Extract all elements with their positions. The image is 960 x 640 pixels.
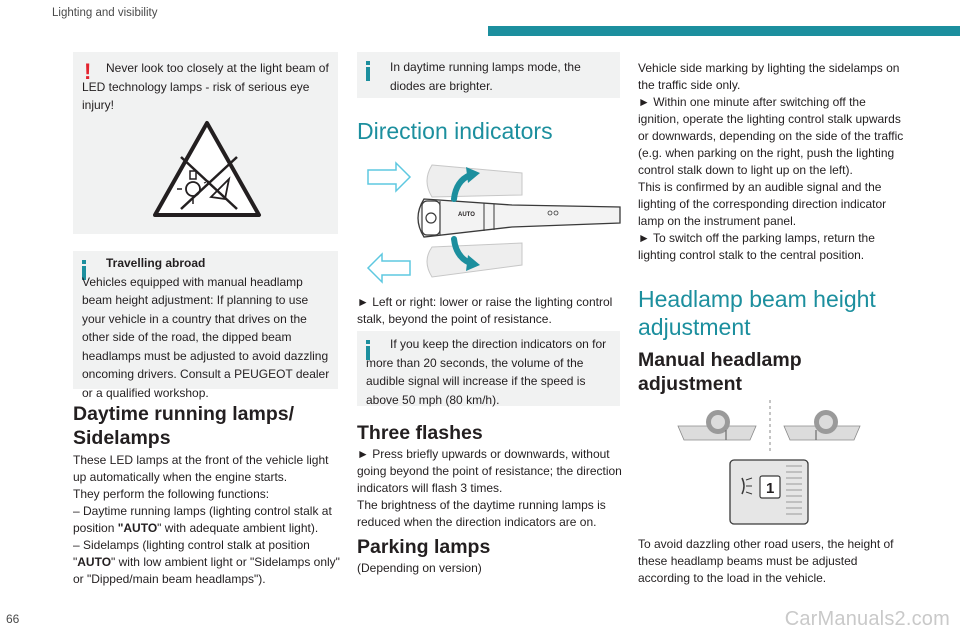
do-not-look-at-light-icon (151, 119, 263, 221)
three-flashes-body (357, 446, 622, 531)
right-outline-arrow-icon (368, 163, 410, 191)
parking-paragraph-2: ► Within one minute after switching off the ignition, operate the lighting control stalk upwards or downwards, depending on the side of the traffic (e.g. when parking on the right, push the lighting control stalk down to light up on the left). (638, 95, 904, 177)
three-flashes-paragraph-2: The brightness of the daytime running lamps is reduced when the direction indicators are on. (357, 498, 606, 529)
exclamation-warning-icon: ! (84, 59, 92, 84)
parking-lamps-body (638, 60, 910, 264)
travelling-abroad-title: Travelling abroad (106, 256, 206, 270)
manual-adjustment-heading: Manual headlamp adjustment (638, 349, 802, 395)
volume-note-text: If you keep the direction indicators on for more than 20 seconds, the volume of the audible signal will increase if the speed is above 50 mph (80 km/h). (366, 337, 607, 407)
stalk-auto-label: AUTO (458, 212, 475, 218)
direction-indicators-text: ► Left or right: lower or raise the lighting control stalk, beyond the point of resistance. (357, 295, 613, 326)
left-outline-arrow-icon (368, 254, 410, 282)
travelling-abroad-text: Vehicles equipped with manual headlamp beam height adjustment: If planning to use your vehicle in a country that drives on the other side of the road, the dipped beam headlamps must be adjusted to avoid dazzling oncoming drivers. Consult a PEUGEOT dealer or a qualified workshop. (82, 274, 330, 400)
parking-lamps-heading: Parking lamps (357, 536, 491, 558)
warning-note-text: Never look too closely at the light beam of LED technology lamps - risk of serious eye injury! (82, 61, 329, 112)
manual-adjustment-text: To avoid dazzling other road users, the height of these headlamp beams must be adjusted according to the load in the vehicle. (638, 537, 894, 585)
three-flashes-heading: Three flashes (357, 422, 483, 444)
adjust-wheel-value: 1 (766, 480, 775, 497)
parking-paragraph-4: ► To switch off the parking lamps, return the lighting control stalk to the central position. (638, 231, 875, 262)
parking-lamps-subtitle: (Depending on version) (357, 561, 482, 575)
parking-paragraph-3: This is confirmed by an audible signal and the lighting of the corresponding direction indicator lamp on the instrument panel. (638, 180, 887, 228)
drl-list-item-2: – Sidelamps (lighting control stalk at position "AUTO" with low ambient light or "Sidelamps only" or "Dipped/main beam headlamps"). (73, 538, 340, 586)
daytime-running-lamps-heading: Daytime running lamps/ Sidelamps (73, 403, 295, 449)
drl-brightness-text: In daytime running lamps mode, the diodes are brighter. (390, 60, 581, 93)
parking-paragraph-1: Vehicle side marking by lighting the sidelamps on the traffic side only. (638, 61, 900, 92)
warning-note (73, 52, 338, 234)
headlamp-beam-heading: Headlamp beam height adjustment (638, 286, 876, 340)
travelling-abroad-note (73, 251, 338, 400)
drl-list-item-1: – Daytime running lamps (lighting control stalk at position "AUTO" with adequate ambient light). (73, 504, 332, 535)
volume-note (357, 331, 620, 406)
info-icon (366, 61, 370, 81)
three-flashes-paragraph-1: ► Press briefly upwards or downwards, without going beyond the point of resistance; the direction indicators will flash 3 times. (357, 447, 622, 495)
watermark: CarManuals2.com (784, 608, 950, 630)
lighting-stalk-diagram (362, 155, 622, 285)
drl-paragraph-1: These LED lamps at the front of the vehicle light up automatically when the engine starts. (73, 453, 329, 484)
daytime-running-lamps-body (73, 452, 341, 588)
drl-brightness-note (357, 52, 620, 98)
section-title: Lighting and visibility (52, 7, 158, 19)
drl-paragraph-2: They perform the following functions: (73, 487, 270, 501)
header-accent-bar (488, 26, 960, 36)
page-number: 66 (6, 612, 20, 626)
headlamp-adjustment-diagram (676, 396, 862, 528)
direction-indicators-heading: Direction indicators (357, 118, 553, 144)
